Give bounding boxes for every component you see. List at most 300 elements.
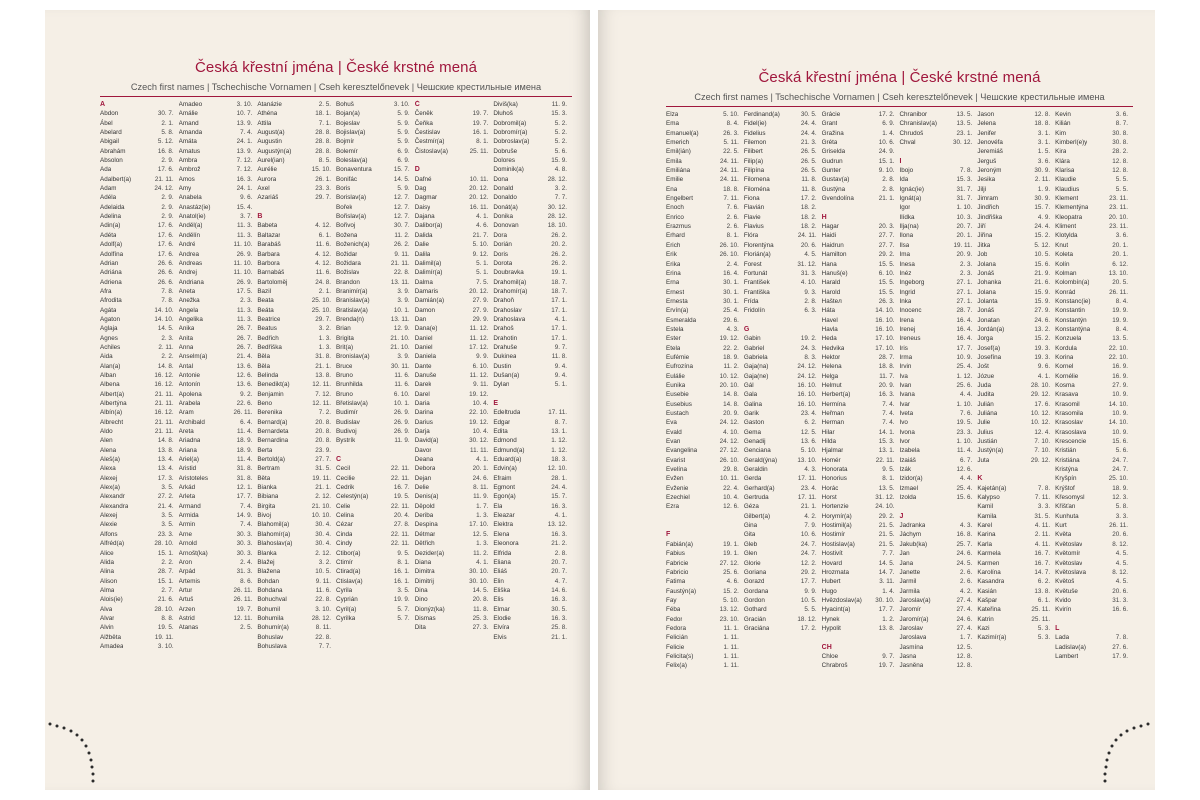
name-entry [415,240,489,249]
name-entry [822,250,895,259]
name-entry [100,530,174,539]
name-entry [666,428,739,437]
name-entry [100,203,174,212]
name-day-date: 30. 8. [1112,139,1128,147]
name-text: Čeňka [414,119,433,127]
name-text: Božislav [336,269,360,277]
name-entry [415,502,489,511]
name-text: Cindy [336,540,353,548]
name-text: Eleazar [493,512,515,520]
name-day-date: 25. 4. [956,363,973,371]
name-text: Jaromír [899,606,921,614]
name-entry [493,334,567,343]
name-day-date: 3. 5. [397,586,410,594]
name-text: Bianka [257,484,277,492]
name-day-date: 4. 10. [723,428,739,436]
name-day-date: 26. 5. [800,148,817,156]
name-entry [415,259,489,268]
name-day-date: 9. 5. [397,549,410,557]
name-entry [899,652,972,661]
name-day-date: 18. 7. [551,278,568,286]
name-entry [257,221,331,230]
name-text: Klotylda [1055,232,1078,240]
name-day-date: 18. 12. [797,615,817,623]
name-text: Adriána [100,269,122,277]
name-entry [744,577,817,586]
name-day-date: 29. 2. [878,512,895,520]
name-day-date: 24. 11. [720,176,739,184]
name-day-date: 15. 1. [157,549,174,557]
name-entry [899,241,972,250]
name-entry [977,213,1050,222]
name-entry [977,502,1050,511]
name-day-date: 5. 10. [723,596,739,604]
name-day-date: 2. 2. [161,558,174,566]
name-entry [493,119,567,128]
name-text: Koleta [1055,251,1073,259]
name-day-date: 7. 9. [804,522,817,530]
name-entry [257,240,331,249]
name-entry [257,539,331,548]
name-entry [179,483,253,492]
name-day-date: 24. 3. [800,344,817,352]
name-day-date: 12. 10. [547,465,568,473]
name-day-date: 1. 3. [318,334,332,342]
name-day-date: 14. 8. [723,400,739,408]
name-text: Hagar [821,223,839,231]
name-day-date: 13. 5. [878,484,895,492]
name-entry [899,390,972,399]
name-entry [257,427,331,436]
name-entry [257,642,331,651]
name-text: Gvendolína [821,195,854,203]
name-day-date: 31. 3. [800,269,817,277]
name-day-date: 16. 12. [154,381,174,389]
name-entry [666,362,739,371]
title-rule [666,106,1133,107]
name-text: Jorga [977,335,994,343]
name-day-date: 12. 3. [1112,494,1128,502]
name-day-date: 2. 3. [960,260,973,268]
name-text: Elena [493,530,510,538]
name-entry [100,147,174,156]
name-text: Fridolín [743,307,765,315]
name-day-date: 24. 10. [875,503,895,511]
name-text: Aleš(a) [100,456,120,464]
name-day-date: 23. 9. [315,446,332,454]
name-entry [899,661,972,670]
page-title: Česká křestní jména | České krstné mená [758,69,1041,86]
name-text: Dan [414,315,427,323]
name-text: Jolana [977,260,996,268]
name-entry [744,372,817,381]
name-entry [179,165,253,174]
name-text: Alena [100,446,117,454]
name-text: Hostivít [821,550,843,558]
name-day-date: 19. 11. [953,241,973,249]
name-day-date: 1. 3. [318,343,332,351]
name-day-date: 7. 8. [161,297,174,305]
name-text: Flavián [743,204,765,212]
name-entry [336,371,410,380]
name-entry [179,408,253,417]
name-text: Hugo [821,587,837,595]
name-entry [899,222,972,231]
name-day-date: 17. 1. [551,325,568,333]
name-day-date: 27. 7. [878,232,895,240]
name-day-date: 2. 6. [960,578,973,586]
name-text: Kryšpín [1055,475,1077,483]
name-day-date: 17. 1. [551,334,568,342]
name-text: Brian [336,325,351,333]
name-entry [336,502,410,511]
name-day-date: 30. 3. [236,549,253,557]
name-text: Heřman [821,410,845,417]
name-text: Kliment [1055,223,1077,231]
name-text: Dobroslav(a) [493,138,530,146]
name-text: Kašpar [977,596,998,604]
name-day-date: 1. 4. [882,587,895,595]
name-day-date: 26. 9. [393,428,410,436]
name-text: Daria [414,400,430,407]
name-day-date: 4. 12. [315,250,332,258]
name-entry [100,399,174,408]
name-day-date: 14. 7. [1034,568,1051,576]
name-text: Karina [977,531,996,539]
letter-heading-text: L [1055,624,1060,632]
name-entry [822,344,895,353]
name-text: Bertold(a) [257,456,285,464]
name-entry [415,128,489,137]
name-text: Edmund(a) [493,446,525,454]
name-entry [415,156,489,165]
name-day-date: 17. 11. [548,409,568,417]
name-text: Brenda(n) [336,315,365,323]
name-entry [822,362,895,371]
name-text: Klaudie [1055,176,1077,184]
name-day-date: 26. 3. [878,297,895,305]
name-day-date: 20. 7. [551,568,568,576]
name-text: Amálie [178,110,198,118]
name-day-date: 5. 1. [476,259,489,267]
name-text: Jošt [977,363,989,371]
name-entry [493,464,567,473]
name-entry [336,577,410,586]
name-text: Hektor [821,353,841,361]
letter-heading-text: Č [414,101,420,108]
name-day-date: 5. 5. [1115,176,1128,184]
name-entry [336,549,410,558]
name-text: Arpád [178,568,196,576]
name-entry [977,194,1050,203]
name-day-date: 5. 1. [554,381,568,389]
name-day-date: 4. 10. [800,279,817,287]
name-day-date [815,316,817,325]
name-day-date: 5. 12. [1034,241,1051,249]
name-text: Benjamin [257,390,284,398]
name-day-date: 21. 11. [390,259,410,267]
name-day-date: 15. 5. [878,288,895,296]
name-text: Inocenc [899,307,922,315]
name-day-date: 19. 11. [312,474,332,482]
name-text: Drahomír(a) [493,287,528,295]
name-day-date: 4. 5. [1115,559,1128,567]
name-entry [977,624,1050,633]
name-entry [415,605,489,614]
name-day-date: 20. 12. [469,194,489,202]
name-text: Jonáš [977,307,995,315]
name-day-date: 13. 6. [800,438,817,446]
name-text: Artuš [178,596,194,604]
name-entry [977,288,1050,297]
name-entry [100,549,174,558]
name-entry [666,231,739,240]
name-entry [977,400,1050,409]
name-text: Adolfína [100,250,124,258]
name-day-date: 24. 12. [154,185,174,193]
name-day-date: 24. 4. [1034,223,1051,231]
name-text: Božena [336,231,358,239]
name-entry [666,381,739,390]
name-text: Alen [100,437,113,445]
name-day-date: 17. 7. [800,578,817,586]
name-text: Ezechiel [666,494,690,502]
name-entry [1055,428,1128,437]
name-text: Dustin [493,362,512,370]
name-text: Dezider(a) [414,549,445,557]
name-text: Ingeborg [899,279,925,287]
name-text: Krasava [1055,391,1079,399]
name-entry [100,446,174,455]
name-day-date: 2. 12. [315,493,332,501]
name-entry [1055,596,1128,605]
name-entry [1055,521,1128,530]
name-entry [493,502,567,511]
name-entry [899,484,972,493]
name-text: Barbara [257,250,280,258]
name-entry [977,185,1050,194]
name-entry [1055,372,1128,381]
name-text: Emanuel(a) [666,129,699,137]
name-day-date: 21. 5. [878,540,895,548]
name-text: Břetislav(a) [336,400,368,407]
name-day-date: 3. 6. [1115,111,1128,118]
name-day-date: 17. 3. [157,474,174,482]
name-day-date: 27. 1. [956,288,973,296]
name-text: Blanka [257,549,277,557]
name-day-date: 31. 8. [236,474,253,482]
name-text: Edgar [493,418,511,426]
name-day-date: 2. 12. [315,549,332,557]
name-entry [977,166,1050,175]
name-text: Bruce [336,362,353,370]
name-text: Hovard [821,559,842,567]
name-day-date: 20. 10. [1108,213,1128,221]
name-entry [336,558,410,567]
name-day-date: 9. 9. [476,353,489,361]
name-text: Izidor(a) [899,475,923,483]
name-day-date: 27. 2. [157,493,174,501]
name-entry [493,175,567,184]
name-entry [744,147,817,156]
name-day-date: 3. 5. [161,484,174,492]
name-entry [100,240,174,249]
name-day-date: 23. 3. [157,530,174,538]
name-entry [415,184,489,193]
name-day-date: 25. 4. [956,484,973,492]
name-text: Beatus [257,325,277,333]
name-entry [100,156,174,165]
name-day-date: 16. 7. [1034,550,1051,558]
name-entry [899,549,972,558]
name-day-date: 31. 12. [875,494,895,502]
name-entry [1055,353,1128,362]
name-text: Juta [977,456,990,464]
name-text: Aron [178,558,192,566]
name-entry [179,193,253,202]
name-text: Gleb [743,540,758,548]
name-entry [336,408,410,417]
name-day-date: 5. 9. [397,138,410,146]
name-entry [336,100,410,109]
letter-heading [1055,624,1128,633]
name-day-date: 20. 12. [469,185,489,193]
name-entry [336,119,410,128]
name-text: Dag [414,185,427,193]
name-day-date: 2. 3. [240,297,253,305]
name-day-date: 27. 12. [719,447,739,455]
name-entry [744,241,817,250]
name-entry [257,418,331,427]
name-entry [257,436,331,445]
name-entry [666,306,739,315]
name-day-date [737,512,739,521]
name-text: Edvin(a) [493,465,517,473]
name-day-date: 3. 9. [397,297,410,305]
name-entry [1055,325,1128,334]
name-text: Alfréd(a) [100,540,125,548]
name-day-date: 28. 12. [547,213,568,221]
name-text: Izák [899,466,912,474]
name-entry [1055,615,1128,624]
name-entry [666,269,739,278]
name-day-date: 28. 10. [154,605,174,613]
name-day-date: 23. 4. [800,484,817,492]
name-text: Harald [821,279,841,287]
name-text: Kordula [1055,344,1077,352]
name-day-date: 30. 1. [723,297,739,305]
name-text: Háta [821,307,835,315]
name-text: Anabela [178,194,202,202]
name-entry [1055,568,1128,577]
name-entry [744,474,817,483]
name-entry [336,240,410,249]
name-entry [977,521,1050,530]
name-text: Dalila [414,250,431,258]
name-column [493,100,572,651]
name-text: Jiří [977,223,986,231]
name-entry [899,428,972,437]
name-text: Krasomil [1055,400,1080,408]
name-entry [822,269,895,278]
name-text: Albertýna [100,400,127,407]
name-text: Afrodita [100,297,122,305]
name-entry [666,260,739,269]
name-text: Apolena [178,390,202,398]
name-entry [899,633,972,642]
name-text: Bernardina [257,437,289,445]
name-entry [257,119,331,128]
name-entry [100,614,174,623]
name-day-date: 19. 9. [1112,307,1128,315]
name-entry [666,540,739,549]
name-day-date: 11. 9. [394,437,410,445]
name-entry [977,260,1050,269]
name-day-date: 3. 6. [1115,232,1128,240]
name-day-date: 30. 10. [469,568,489,576]
name-entry [493,605,567,614]
name-text: Ctirad(a) [336,568,361,576]
name-text: Dalma [414,278,433,286]
name-text: Justián [977,438,998,446]
name-entry [744,316,817,325]
name-text: Děpold [414,502,435,510]
name-column [1055,110,1133,671]
name-entry [977,306,1050,315]
name-text: Ema [666,120,679,128]
name-entry [666,119,739,128]
name-text: Aurel(ian) [257,157,285,165]
name-day-date [565,390,567,399]
name-day-date: 22. 4. [723,484,739,492]
name-text: Dita [414,624,426,632]
name-text: Glen [743,550,758,558]
name-day-date: 17. 1. [551,306,568,314]
name-text: Kolman [1055,269,1077,277]
name-text: Hostislav(a) [821,540,855,548]
name-text: Kvirín [1055,606,1072,614]
name-entry [1055,213,1128,222]
name-entry [899,353,972,362]
name-text: Dobromil(a) [493,119,527,127]
name-text: Filip(a) [743,157,764,165]
name-text: Angela [178,306,199,314]
name-day-date: 18. 2. [800,223,817,231]
name-entry [415,623,489,632]
name-entry [415,520,489,529]
name-entry [493,492,567,501]
name-day-date: 12. 5. [956,643,973,651]
name-day-date: 24. 6. [1034,316,1051,324]
name-day-date: 10. 1. [393,306,410,314]
name-text: Darek [414,381,432,389]
name-entry [257,511,331,520]
name-entry [744,456,817,465]
letter-heading [257,212,331,221]
name-day-date [892,203,894,212]
name-entry [744,353,817,362]
name-text: Ignát(a) [899,195,922,203]
name-text: Enoch [666,204,684,212]
name-text: Alexie [100,521,118,529]
name-day-date: 17. 6. [157,250,174,258]
name-day-date: 5. 5. [804,606,817,614]
name-entry [179,128,253,137]
name-entry [1055,203,1128,212]
name-day-date: 29. 2. [800,568,817,576]
name-day-date: 15. 7. [1034,204,1051,212]
name-text: Diviš(ka) [493,101,518,108]
